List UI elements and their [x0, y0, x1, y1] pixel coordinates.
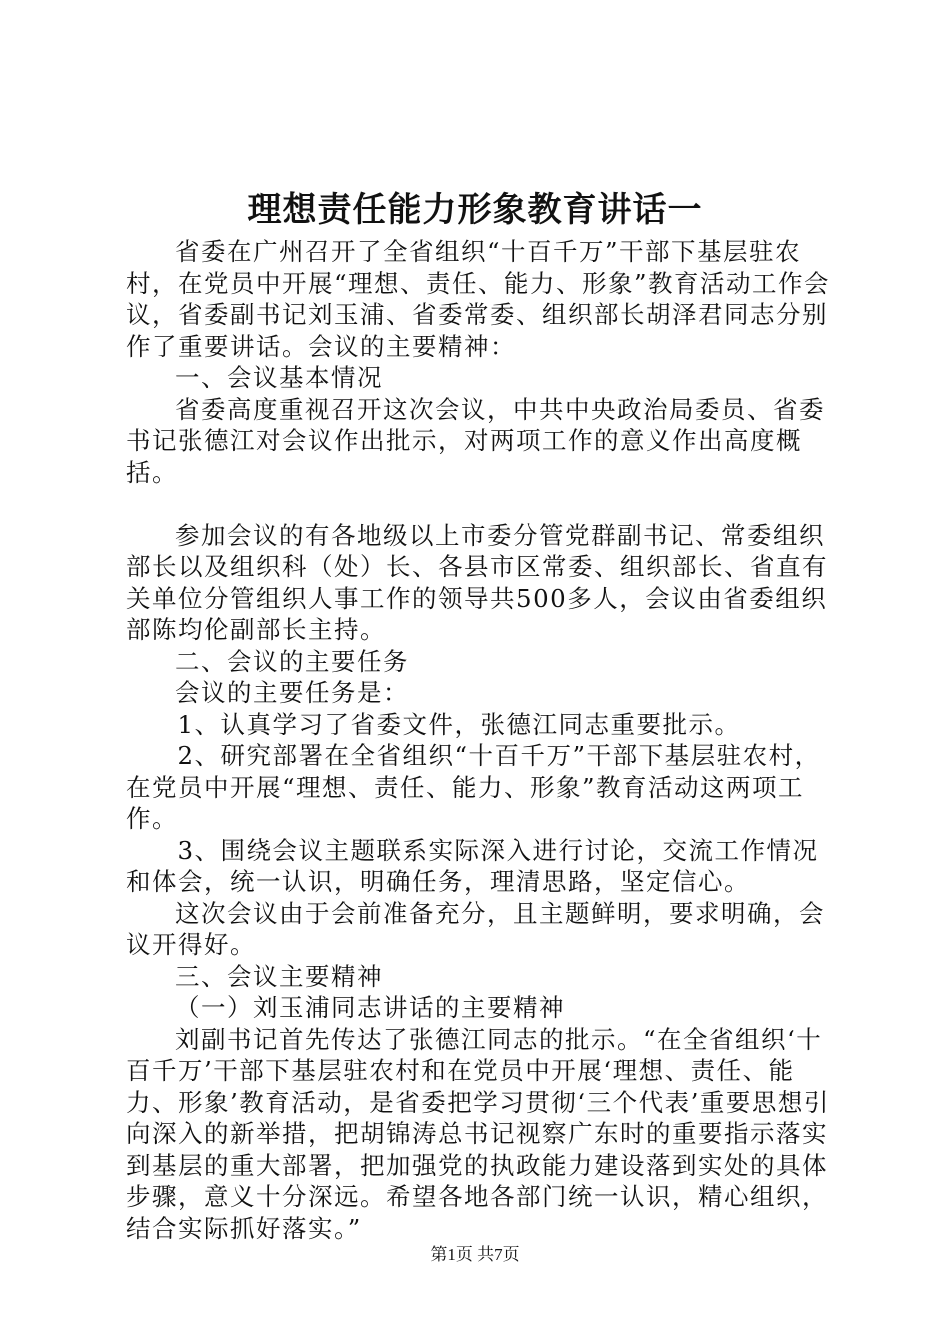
paragraph-tasks-lead: 会议的主要任务是： — [175, 678, 409, 707]
document-body — [126, 236, 842, 1244]
paragraph-intro: 省委在广州召开了全省组织“十百千万”干部下基层驻农村，在党员中开展“理想、责任、能力、形象”教育活动工作会议，省委副书记刘玉浦、省委常委、组织部长胡泽君同志分别作了重要讲话。会议的主要精神： — [126, 237, 831, 361]
paragraph-meeting-summary: 这次会议由于会前准备充分，且主题鲜明，要求明确，会议开得好。 — [126, 898, 825, 959]
section-heading-1: 一、会议基本情况 — [175, 363, 383, 392]
list-item-task-3: 3、围绕会议主题联系实际深入进行讨论，交流工作情况和体会，统一认识，明确任务，理清思路，坚定信心。 — [126, 835, 819, 896]
section-heading-3: 三、会议主要精神 — [175, 961, 383, 991]
paragraph-section-1-a: 省委高度重视召开这次会议，中共中央政治局委员、省委书记张德江对会议作出批示，对两项工作的意义作出高度概括。 — [126, 394, 825, 487]
list-item-task-2: 2、研究部署在全省组织“十百千万”干部下基层驻农村，在党员中开展“理想、责任、能力、形象”教育活动这两项工作。 — [126, 741, 821, 833]
list-item-task-1: 1、认真学习了省委文件，张德江同志重要批示。 — [177, 709, 741, 739]
paragraph-section-1-b: 参加会议的有各地级以上市委分管党群副书记、常委组织部长以及组织科（处）长、各县市区常委、组织部长、省直有关单位分管组织人事工作的领导共500多人，会议由省委组织部陈均伦副部长主持。 — [126, 520, 828, 644]
subsection-heading-1: （一）刘玉浦同志讲话的主要精神 — [175, 993, 565, 1022]
section-heading-2: 二、会议的主要任务 — [175, 646, 409, 676]
document-title: 理想责任能力形象教育讲话一 — [247, 190, 703, 230]
page-footer: 第1页 共7页 — [430, 1245, 520, 1264]
paragraph-quote: 刘副书记首先传达了张德江同志的批示。“在全省组织‘十百千万’干部下基层驻农村和在党员中开展‘理想、责任、能力、形象’教育活动，是省委把学习贯彻‘三个代表’重要思想引向深入的新举措，把胡锦涛总书记视察广东时的重要指示落实到基层的重大部署，把加强党的执政能力建设落到实处的具体步骤，意义十分深远。希望各地各部门统一认识，精心组织，结合实际抓好落实。” — [126, 1024, 830, 1243]
